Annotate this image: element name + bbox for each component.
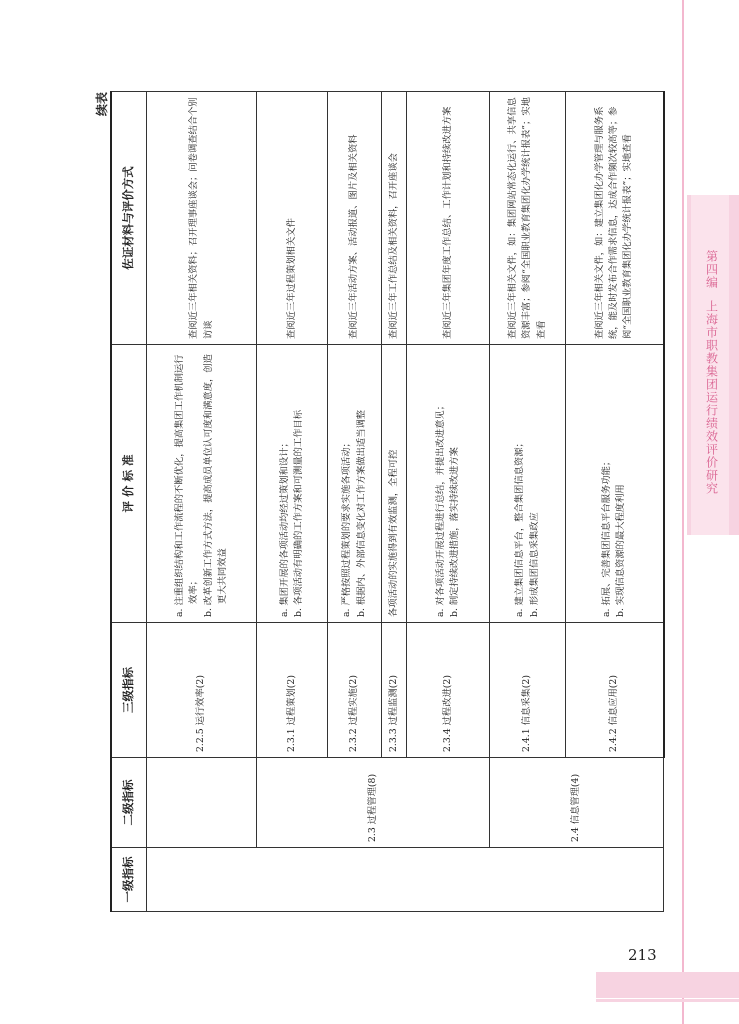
criteria-cell — [490, 345, 566, 623]
side-part: 第四编 — [704, 250, 719, 289]
table-row — [257, 92, 328, 912]
level3-cell: 2.4.2 信息应用(2) — [566, 623, 664, 758]
evidence-cell: 查阅近三年相关资料；召开理事座谈会；问卷调查结合个别访谈 — [147, 92, 257, 345]
criteria-cell — [407, 345, 490, 623]
criteria-line: a. 注重组织结构和工作流程的不断优化，提高集团工作机制运行效率； — [173, 354, 200, 617]
criteria-line: b. 制定持续改进措施，落实持续改进方案 — [449, 447, 460, 617]
footer-band-thin — [596, 999, 739, 1002]
evaluation-table — [110, 91, 665, 912]
page-edge-line — [682, 0, 684, 1024]
level2-cell: 2.4 信息管理(4) — [490, 758, 664, 848]
criteria-line: a. 严格按照过程策划的要求实施各项活动； — [341, 438, 353, 617]
criteria-line: a. 拓展、完善集团信息平台服务功能； — [600, 456, 612, 617]
side-title: 上海市职教集团运行绩效评价研究 — [704, 299, 719, 495]
table-row — [490, 92, 566, 912]
header-level1: 一级指标 — [111, 848, 147, 912]
criteria-cell — [257, 345, 328, 623]
level1-cell — [147, 848, 664, 912]
criteria-line: 各项活动的实施得到有效监测，全程可控 — [387, 449, 399, 617]
criteria-line: a. 对各项活动开展过程进行总结，并提出改进意见； — [434, 401, 446, 617]
level3-cell: 2.4.1 信息采集(2) — [490, 623, 566, 758]
evidence-cell: 查阅近三年工作总结及相关资料，召开座谈会 — [382, 92, 407, 345]
criteria-line: a. 建立集团信息平台，整合集团信息资源； — [514, 438, 526, 617]
continued-label: 续表 — [95, 92, 109, 117]
table-row — [147, 92, 257, 912]
evidence-cell: 查阅近三年活动方案、活动报道、图片及相关资料 — [328, 92, 382, 345]
criteria-line: b. 根据内、外部信息变化对工作方案做出适当调整 — [355, 409, 367, 617]
table-header-row — [111, 92, 147, 912]
level3-cell: 2.2.5 运行效率(2) — [147, 623, 257, 758]
header-level2: 二级指标 — [111, 758, 147, 848]
level2-cell-empty — [147, 758, 257, 848]
evidence-cell: 查阅近三年相关文件，如：建立集团化办学管理与服务系统，能及时发布合作需求信息，达成合作频次较高等；参阅“全国职业教育集团化办学统计报表”；实地查看 — [566, 92, 664, 345]
footer-band — [596, 972, 739, 998]
criteria-line: b. 形成集团信息采集政应 — [528, 512, 540, 617]
level3-cell: 2.3.3 过程监测(2) — [382, 623, 407, 758]
criteria-cell — [566, 345, 664, 623]
criteria-line: b. 实现信息资源的最大程度利用 — [615, 484, 627, 617]
header-level3: 三级指标 — [111, 623, 147, 758]
evidence-cell: 查阅近三年集团年度工作总结、工作计划和持续改进方案 — [407, 92, 490, 345]
criteria-cell — [147, 345, 257, 623]
evidence-cell: 查阅近三年过程策划相关文件 — [257, 92, 328, 345]
criteria-line: b. 改革创新工作方式方法，提高成员单位认可度和满意度，创造更大共同效益 — [202, 354, 228, 617]
level3-cell: 2.3.4 过程改进(2) — [407, 623, 490, 758]
header-evidence: 佐证材料与评价方式 — [111, 92, 147, 345]
criteria-cell — [382, 345, 407, 623]
chapter-side-label — [704, 250, 721, 495]
rotated-table-area — [95, 92, 634, 912]
level3-cell: 2.3.1 过程策划(2) — [257, 623, 328, 758]
level2-cell: 2.3 过程管理(8) — [257, 758, 490, 848]
evidence-cell: 查阅近三年相关文件，如：集团网站常态化运行、共享信息资源丰富；参阅“全国职业教育集团化办学统计报表”；实地查看 — [490, 92, 566, 345]
level3-cell: 2.3.2 过程实施(2) — [328, 623, 382, 758]
criteria-line: b. 各项活动有明确的工作方案和可测量的工作目标 — [293, 409, 304, 617]
page-number: 213 — [628, 946, 657, 964]
criteria-cell — [328, 345, 382, 623]
header-criteria: 评 价 标 准 — [111, 345, 147, 623]
criteria-line: a. 集团开展的各项活动均经过策划和设计； — [278, 438, 290, 617]
